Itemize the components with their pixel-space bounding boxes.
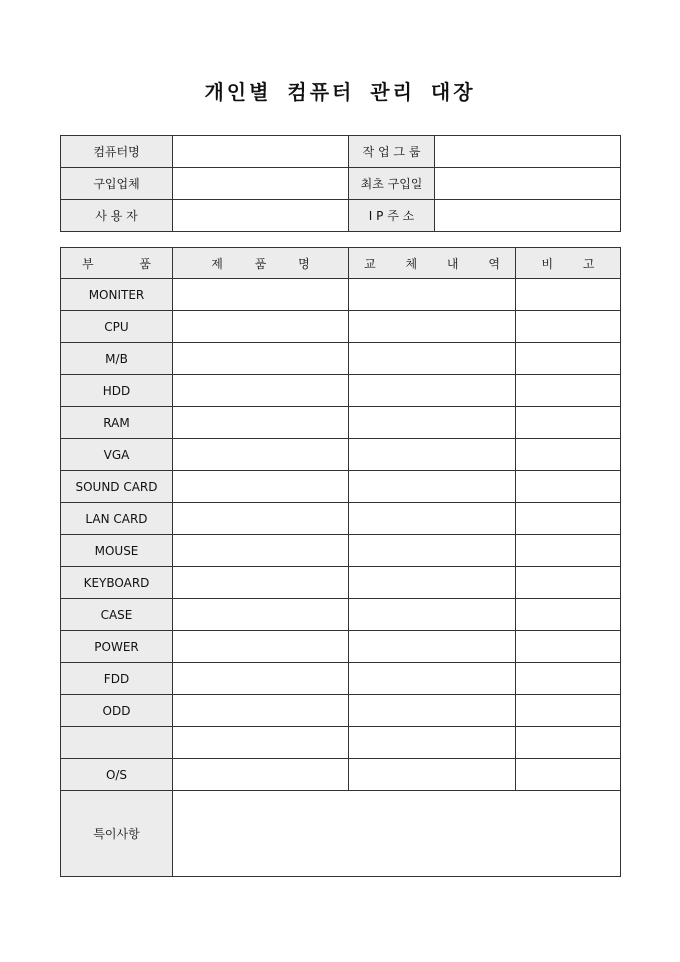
table-row [61, 311, 621, 343]
part-label: MONITER [61, 279, 173, 311]
replacement-cell[interactable] [349, 695, 516, 727]
user-label: 사 용 자 [61, 200, 173, 232]
replacement-cell[interactable] [349, 759, 516, 791]
table-row [61, 279, 621, 311]
remarks-cell[interactable] [516, 279, 621, 311]
product-cell[interactable] [173, 535, 349, 567]
replacement-cell[interactable] [349, 343, 516, 375]
replacement-cell[interactable] [349, 439, 516, 471]
remarks-cell[interactable] [516, 567, 621, 599]
product-cell[interactable] [173, 695, 349, 727]
part-label: ODD [61, 695, 173, 727]
parts-table [60, 247, 621, 877]
remarks-cell[interactable] [516, 663, 621, 695]
part-label: CPU [61, 311, 173, 343]
remarks-cell[interactable] [516, 343, 621, 375]
part-label: LAN CARD [61, 503, 173, 535]
product-cell[interactable] [173, 439, 349, 471]
table-row [61, 727, 621, 759]
replacement-cell[interactable] [349, 599, 516, 631]
ip-field[interactable] [435, 200, 621, 232]
remarks-cell[interactable] [516, 599, 621, 631]
vendor-label: 구입업체 [61, 168, 173, 200]
vendor-field[interactable] [173, 168, 349, 200]
workgroup-label: 작 업 그 룹 [349, 136, 435, 168]
header-replacement: 교 체 내 역 [349, 248, 516, 279]
table-row [61, 407, 621, 439]
info-row [61, 136, 621, 168]
replacement-cell[interactable] [349, 375, 516, 407]
remarks-cell[interactable] [516, 631, 621, 663]
replacement-cell[interactable] [349, 503, 516, 535]
table-row [61, 535, 621, 567]
header-remarks: 비 고 [516, 248, 621, 279]
part-label: KEYBOARD [61, 567, 173, 599]
remarks-cell[interactable] [516, 311, 621, 343]
remarks-cell[interactable] [516, 407, 621, 439]
table-row [61, 567, 621, 599]
replacement-cell[interactable] [349, 663, 516, 695]
part-label-blank[interactable] [61, 727, 173, 759]
replacement-cell[interactable] [349, 535, 516, 567]
part-label: RAM [61, 407, 173, 439]
product-cell[interactable] [173, 407, 349, 439]
table-row [61, 695, 621, 727]
parts-header-row [61, 248, 621, 279]
replacement-cell[interactable] [349, 471, 516, 503]
part-label: SOUND CARD [61, 471, 173, 503]
replacement-cell[interactable] [349, 567, 516, 599]
replacement-cell[interactable] [349, 631, 516, 663]
product-cell[interactable] [173, 471, 349, 503]
product-cell[interactable] [173, 343, 349, 375]
remarks-cell[interactable] [516, 439, 621, 471]
part-label: MOUSE [61, 535, 173, 567]
part-label: M/B [61, 343, 173, 375]
replacement-cell[interactable] [349, 727, 516, 759]
computer-name-field[interactable] [173, 136, 349, 168]
replacement-cell[interactable] [349, 407, 516, 439]
product-cell[interactable] [173, 311, 349, 343]
product-cell[interactable] [173, 567, 349, 599]
product-cell[interactable] [173, 663, 349, 695]
workgroup-field[interactable] [435, 136, 621, 168]
first-purchase-label: 최초 구입일 [349, 168, 435, 200]
product-cell[interactable] [173, 375, 349, 407]
user-field[interactable] [173, 200, 349, 232]
part-label: VGA [61, 439, 173, 471]
ip-label: I P 주 소 [349, 200, 435, 232]
product-cell[interactable] [173, 727, 349, 759]
product-cell[interactable] [173, 631, 349, 663]
remarks-cell[interactable] [516, 471, 621, 503]
product-cell[interactable] [173, 759, 349, 791]
table-row [61, 375, 621, 407]
remarks-cell[interactable] [516, 759, 621, 791]
remarks-cell[interactable] [516, 375, 621, 407]
part-label: CASE [61, 599, 173, 631]
part-label: POWER [61, 631, 173, 663]
product-cell[interactable] [173, 599, 349, 631]
replacement-cell[interactable] [349, 279, 516, 311]
replacement-cell[interactable] [349, 311, 516, 343]
remarks-cell[interactable] [516, 503, 621, 535]
header-product: 제 품 명 [173, 248, 349, 279]
page-title: 개인별 컴퓨터 관리 대장 [204, 80, 476, 104]
table-row [61, 503, 621, 535]
table-row [61, 631, 621, 663]
info-row [61, 168, 621, 200]
part-label: FDD [61, 663, 173, 695]
table-row [61, 439, 621, 471]
part-label: O/S [61, 759, 173, 791]
product-cell[interactable] [173, 503, 349, 535]
header-part: 부 품 [61, 248, 173, 279]
notes-label: 특이사항 [61, 791, 173, 877]
first-purchase-field[interactable] [435, 168, 621, 200]
remarks-cell[interactable] [516, 727, 621, 759]
table-row [61, 343, 621, 375]
remarks-cell[interactable] [516, 695, 621, 727]
table-row [61, 663, 621, 695]
part-label: HDD [61, 375, 173, 407]
notes-row [61, 791, 621, 877]
table-row [61, 759, 621, 791]
computer-name-label: 컴퓨터명 [61, 136, 173, 168]
notes-field[interactable] [173, 791, 621, 877]
table-row [61, 599, 621, 631]
table-row [61, 471, 621, 503]
product-cell[interactable] [173, 279, 349, 311]
remarks-cell[interactable] [516, 535, 621, 567]
computer-info-table [60, 135, 621, 232]
info-row [61, 200, 621, 232]
